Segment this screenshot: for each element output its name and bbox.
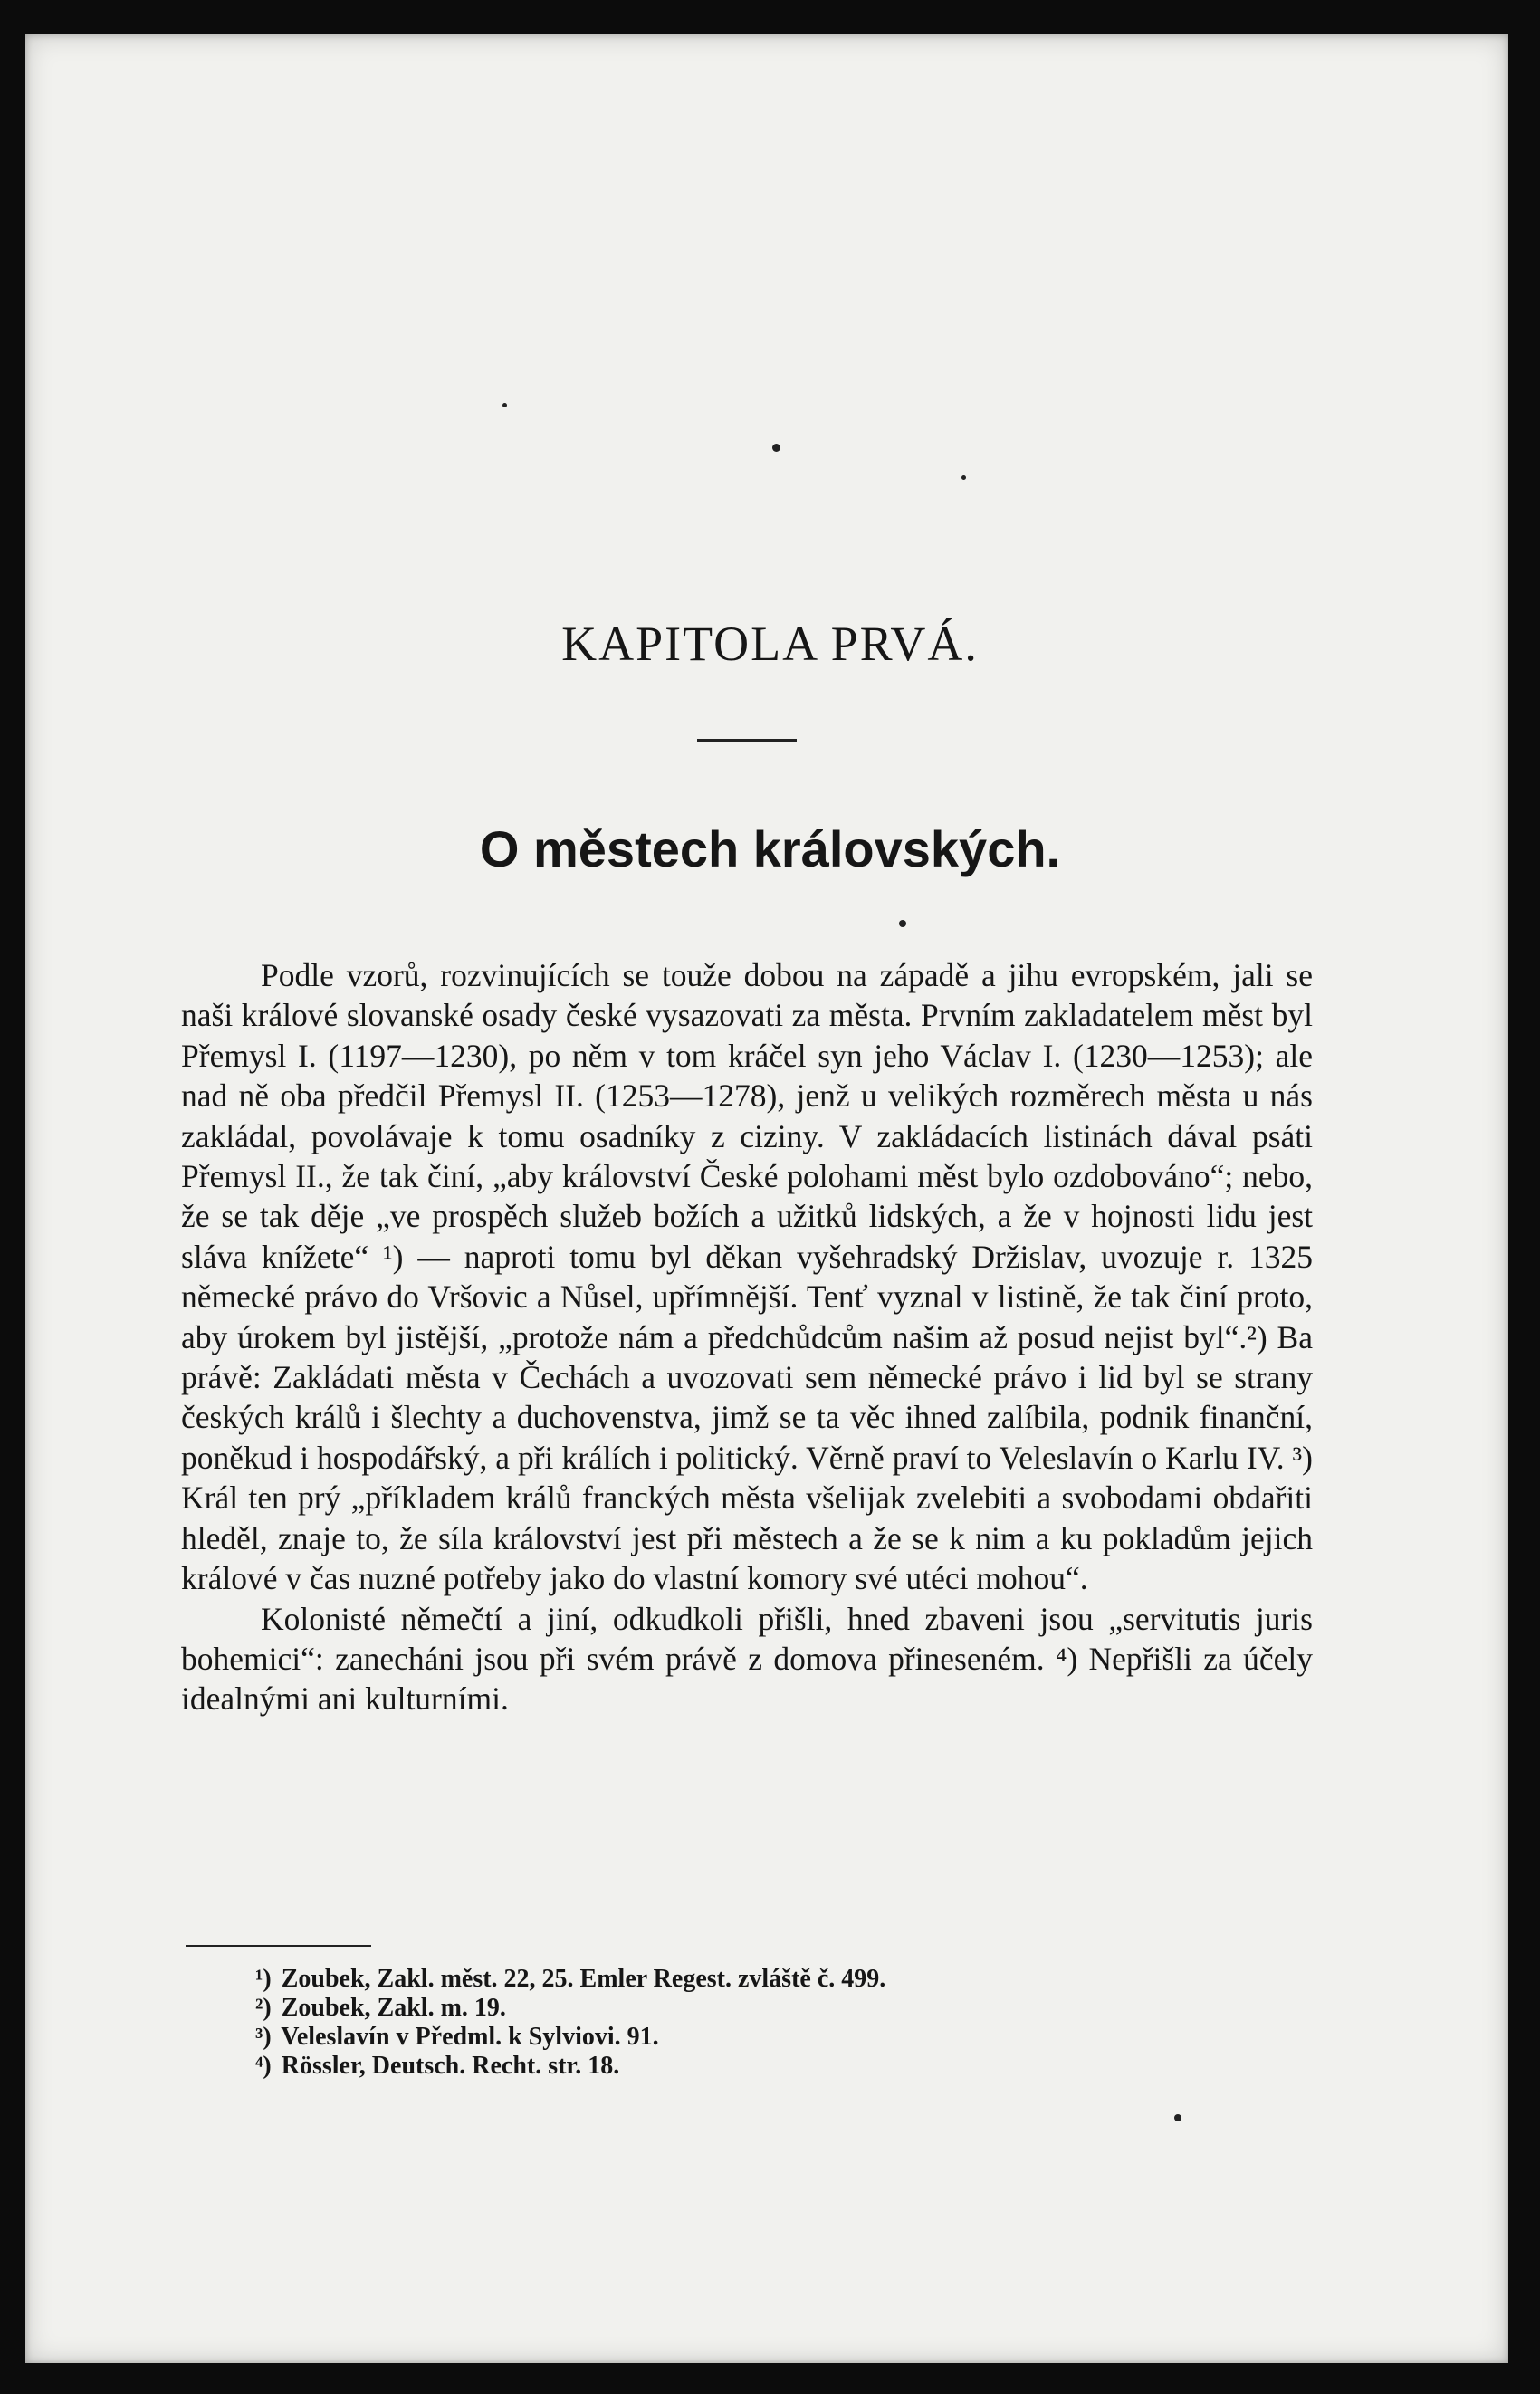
footnote-mark: ⁴) — [255, 2052, 272, 2080]
footnote-text: Zoubek, Zakl. měst. 22, 25. Emler Regest. zvláště č. 499. — [281, 1965, 886, 1993]
footnote — [255, 1965, 1161, 1994]
footnote-mark: ²) — [255, 1994, 272, 2022]
footnote-text: Zoubek, Zakl. m. 19. — [281, 1994, 506, 2022]
footnote — [255, 2023, 1161, 2052]
heading-rule — [697, 739, 797, 742]
print-speck — [772, 444, 780, 452]
paragraph: Podle vzorů, rozvinujících se touže dobou na západě a jihu evropském, jali se naši králové slovanské osady české vysazovati za města. Prvním zakladatelem měst byl Přemysl I. (1197—1230), po něm v tom kráčel syn jeho Václav I. (1230—1253); ale nad ně oba předčil Přemysl II. (1253—1278), jenž u velikých rozměrech města u nás zakládal, povolávaje k tomu osadníky z ciziny. V zakládacích listinách dával psáti Přemysl II., že tak činí, „aby království České polohami měst bylo ozdobováno“; nebo, že se tak děje „ve prospěch služeb božích a užitků lidských, a že v hojnosti lidu jest sláva knížete“ ¹) — naproti tomu byl děkan vyšehradský Držislav, uvozuje r. 1325 německé právo do Vršovic a Nůsel, upřímnější. Tenť vyznal v listině, že tak činí proto, aby úrokem byl jistější, „protože nám a předchůdcům našim až posud nejist byl“.²) Ba právě: Zakládati města v Čechách a uvozovati sem německé právo i lid byl se strany českých králů i šlechty a duchovenstva, jimž se ta věc ihned zalíbila, podnik finanční, poněkud i hospodářský, a při králích i politický. Věrně praví to Veleslavín o Karlu IV. ³) Král ten prý „příkladem králů franckých města všelijak zvelebiti a svobodami obdařiti hleděl, znaje to, že síla království jest při městech a že se k nim a ku pokladům jejich králové v čas nuzné potřeby jako do vlastní komory své utéci mohou“. — [181, 957, 1313, 1597]
section-title: O městech královských. — [479, 820, 1061, 877]
chapter-heading: KAPITOLA PRVÁ. — [561, 617, 979, 671]
footnote — [255, 2052, 1161, 2081]
print-speck — [899, 920, 906, 927]
footnote-text: Rössler, Deutsch. Recht. str. 18. — [281, 2052, 620, 2080]
footnote — [255, 1994, 1161, 2023]
footnotes — [255, 1965, 1161, 2081]
print-speck — [961, 475, 966, 480]
paragraph: Kolonisté němečtí a jiní, odkudkoli přišli, hned zbaveni jsou „servitutis juris bohemici“: zanecháni jsou při svém právě z domova přineseném. ⁴) Nepřišli za účely idealnými ani kulturními. — [181, 1600, 1313, 1718]
footnote-mark: ³) — [255, 2023, 272, 2051]
print-speck — [502, 403, 507, 407]
body-text — [181, 955, 1313, 1719]
footnote-text: Veleslavín v Předml. k Sylviovi. 91. — [281, 2023, 659, 2051]
print-speck — [1174, 2114, 1181, 2121]
footnote-mark: ¹) — [255, 1965, 272, 1993]
footnote-rule — [186, 1945, 371, 1947]
